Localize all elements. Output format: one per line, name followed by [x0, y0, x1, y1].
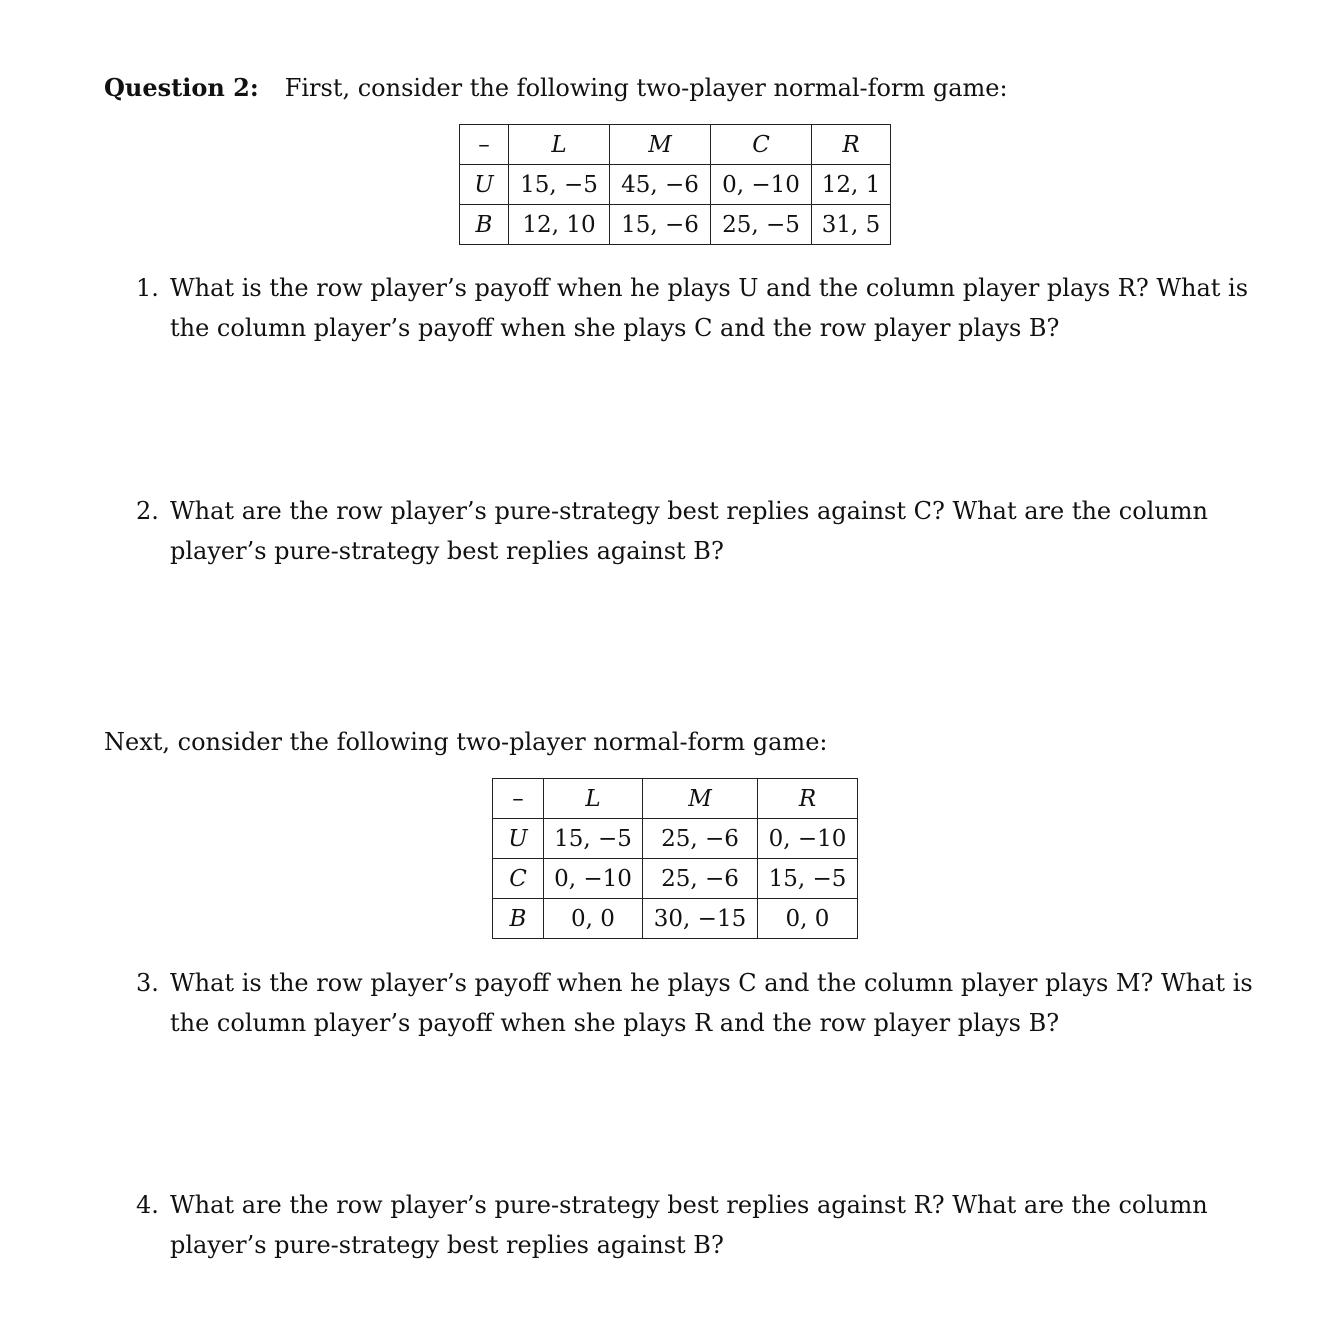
- payoff-cell: 25, −6: [643, 859, 758, 899]
- column-header: L: [509, 125, 610, 165]
- item-number: 1.: [136, 274, 159, 302]
- payoff-cell: 12, 1: [812, 165, 891, 205]
- table-row: [493, 819, 858, 859]
- payoff-table-1: [459, 124, 891, 245]
- table-corner: –: [493, 779, 544, 819]
- payoff-cell: 15, −6: [610, 205, 711, 245]
- item-text: What are the row player’s pure-strategy best replies against R? What are the column player’s pure-strategy best replies against B?: [170, 1191, 1208, 1259]
- column-header: R: [812, 125, 891, 165]
- row-header: B: [460, 205, 509, 245]
- question-label: Question 2:: [104, 73, 259, 102]
- question-item-2: [136, 491, 1256, 571]
- item-number: 3.: [136, 969, 159, 997]
- question-item-4: [136, 1185, 1256, 1265]
- second-game-intro: Next, consider the following two-player normal-form game:: [104, 728, 828, 756]
- payoff-cell: 15, −5: [758, 859, 858, 899]
- payoff-cell: 0, 0: [758, 899, 858, 939]
- table-header-row: [493, 779, 858, 819]
- payoff-cell: 30, −15: [643, 899, 758, 939]
- table-row: [493, 899, 858, 939]
- payoff-cell: 0, −10: [544, 859, 643, 899]
- question-intro: First, consider the following two-player normal-form game:: [284, 74, 1008, 102]
- payoff-table-2: [492, 778, 858, 939]
- payoff-cell: 0, −10: [711, 165, 812, 205]
- payoff-cell: 25, −5: [711, 205, 812, 245]
- payoff-cell: 15, −5: [544, 819, 643, 859]
- column-header: M: [643, 779, 758, 819]
- table-row: [493, 859, 858, 899]
- payoff-cell: 31, 5: [812, 205, 891, 245]
- column-header: M: [610, 125, 711, 165]
- item-text: What are the row player’s pure-strategy best replies against C? What are the column player’s pure-strategy best replies against B?: [170, 497, 1208, 565]
- payoff-cell: 0, −10: [758, 819, 858, 859]
- row-header: B: [493, 899, 544, 939]
- column-header: L: [544, 779, 643, 819]
- item-text: What is the row player’s payoff when he plays U and the column player plays R? What is the column player’s payoff when she plays C and the row player plays B?: [170, 274, 1249, 342]
- item-number: 4.: [136, 1191, 159, 1219]
- question-item-1: [136, 268, 1256, 348]
- question-header: [104, 72, 1008, 104]
- table-corner: –: [460, 125, 509, 165]
- payoff-cell: 15, −5: [509, 165, 610, 205]
- payoff-cell: 25, −6: [643, 819, 758, 859]
- row-header: U: [460, 165, 509, 205]
- table-row: [460, 205, 891, 245]
- item-text: What is the row player’s payoff when he plays C and the column player plays M? What is the column player’s payoff when she plays R and the row player plays B?: [170, 969, 1253, 1037]
- column-header: C: [711, 125, 812, 165]
- row-header: U: [493, 819, 544, 859]
- payoff-cell: 0, 0: [544, 899, 643, 939]
- item-number: 2.: [136, 497, 159, 525]
- column-header: R: [758, 779, 858, 819]
- payoff-cell: 45, −6: [610, 165, 711, 205]
- row-header: C: [493, 859, 544, 899]
- payoff-cell: 12, 10: [509, 205, 610, 245]
- table-row: [460, 165, 891, 205]
- table-header-row: [460, 125, 891, 165]
- question-item-3: [136, 963, 1256, 1043]
